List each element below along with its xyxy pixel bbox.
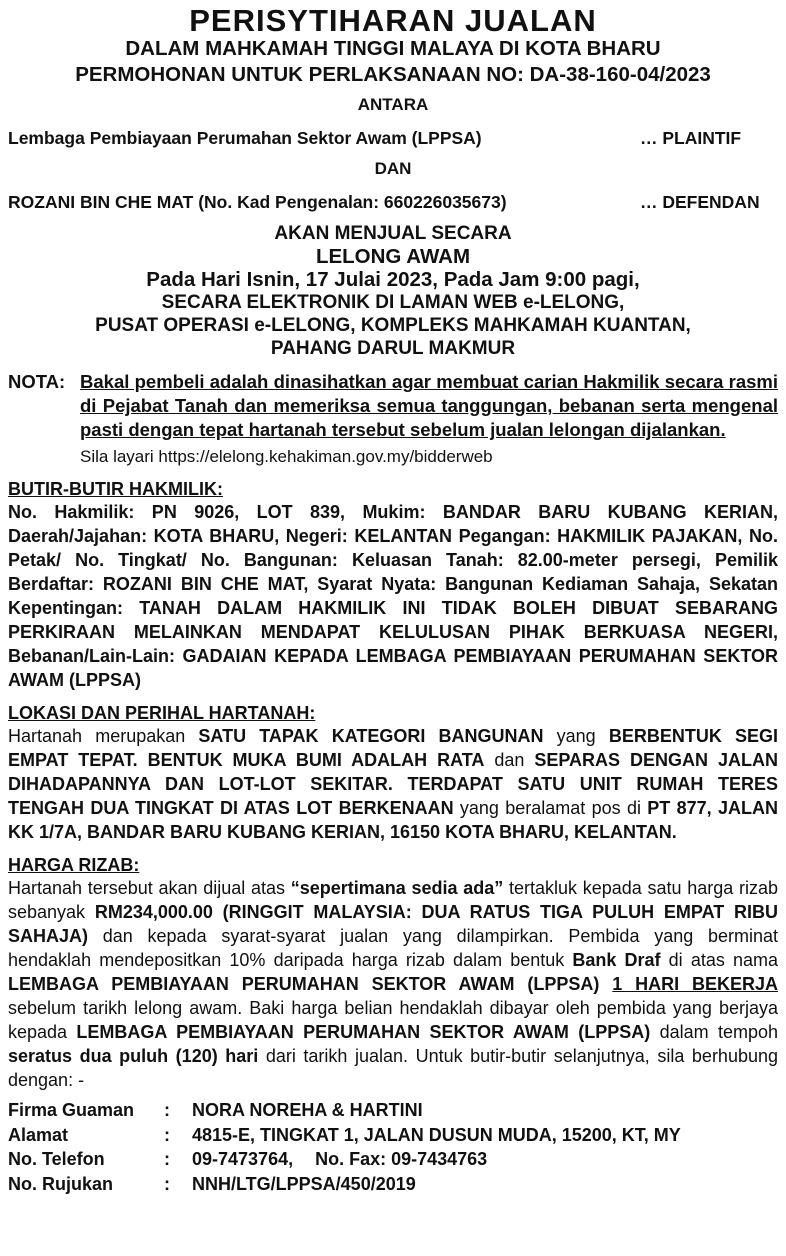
contact-label: Firma Guaman xyxy=(8,1100,135,1120)
auction-date: Pada Hari Isnin, 17 Julai 2023, Pada Jam 9:00 pagi, xyxy=(146,268,640,291)
harga-b1: “sepertimana sedia ada” xyxy=(290,878,504,898)
harga-text xyxy=(8,876,778,1092)
bidder-url: Sila layari https://elelong.kehakiman.gov.my/bidderweb xyxy=(80,447,493,466)
butir-heading: BUTIR-BUTIR HAKMILIK: xyxy=(8,479,223,499)
nota-block xyxy=(8,370,778,442)
application-number: PERMOHONAN UNTUK PERLAKSANAAN NO: DA-38-160-04/2023 xyxy=(75,63,711,86)
harga-t5 xyxy=(599,974,612,994)
harga-t7: dalam tempoh xyxy=(650,1022,778,1042)
lokasi-b1: SATU TAPAK KATEGORI BANGUNAN xyxy=(198,726,544,746)
lokasi-t3: dan xyxy=(484,750,535,770)
harga-t1: Hartanah tersebut akan dijual atas xyxy=(8,878,291,898)
harga-t8: dari tarikh jualan. Untuk butir-butir selanjutnya, sila berhubung dengan: - xyxy=(8,1046,778,1090)
butir-text: No. Hakmilik: PN 9026, LOT 839, Mukim: BANDAR BARU KUBANG KERIAN, Daerah/Jajahan: KOTA BHARU, Negeri: KELANTAN Pegangan: HAKMILIK PAJAKAN, No. Petak/ No. Tingkat/ No. Bangunan: Keluasan Tanah: 82.00-meter persegi, Pemilik Berdaftar: ROZANI BIN CHE MAT, Syarat Nyata: Bangunan Kediaman Sahaja, Sekatan Kepentingan: TANAH DALAM HAKMILIK INI TIDAK BOLEH DIBUAT SEBARANG PERKIRAAN MELAINKAN MENDAPAT KELULUSAN PIHAK BERKUASA NEGERI, Bebanan/Lain-Lain: GADAIAN KEPADA LEMBAGA PEMBIAYAAN PERUMAHAN SEKTOR AWAM (LPPSA) xyxy=(8,502,778,690)
dan-label: DAN xyxy=(374,159,412,178)
auction-line-4: SECARA ELEKTRONIK DI LAMAN WEB e-LELONG, xyxy=(161,292,625,313)
harga-t6: sebelum tarikh lelong awam. Baki harga belian hendaklah dibayar oleh pembida yang berjaya kepada xyxy=(8,998,778,1042)
contact-row xyxy=(8,1172,778,1197)
harga-u5: 1 HARI BEKERJA xyxy=(612,974,778,994)
auction-line-6: PAHANG DARUL MAKMUR xyxy=(270,338,516,359)
lokasi-heading: LOKASI DAN PERIHAL HARTANAH: xyxy=(8,703,316,723)
harga-heading: HARGA RIZAB: xyxy=(8,855,140,875)
contact-row xyxy=(8,1123,778,1148)
harga-b4: LEMBAGA PEMBIAYAAN PERUMAHAN SEKTOR AWAM (LPPSA) xyxy=(8,974,600,994)
defendant-name: ROZANI BIN CHE MAT (No. Kad Pengenalan: 660226035673) xyxy=(8,192,507,212)
contact-value: NNH/LTG/LPPSA/450/2019 xyxy=(192,1173,416,1194)
harga-b7: seratus dua puluh (120) hari xyxy=(8,1046,259,1066)
lokasi-b3: SEPARAS DENGAN JALAN DIHADAPANNYA DAN LOT-LOT SEKITAR. TERDAPAT SATU UNIT RUMAH TERES TENGAH DUA TINGKAT DI ATAS LOT BERKENAAN xyxy=(8,750,778,818)
plaintiff-row xyxy=(8,126,778,150)
antara-label: ANTARA xyxy=(357,95,429,114)
contact-list xyxy=(8,1098,778,1196)
contact-value: NORA NOREHA & HARTINI xyxy=(192,1100,423,1120)
plaintiff-name: Lembaga Pembiayaan Perumahan Sektor Awam (LPPSA) xyxy=(8,128,482,148)
lokasi-b4: PT 877, JALAN KK 1/7A, BANDAR BARU KUBANG KERIAN, 16150 KOTA BHARU, KELANTAN. xyxy=(8,798,778,842)
harga-t3: dan kepada syarat-syarat jualan yang dilampirkan. Pembida yang berminat hendaklah mendepositkan 10% daripada harga rizab dalam bentuk xyxy=(8,926,778,970)
contact-value xyxy=(192,1147,487,1172)
lokasi-text xyxy=(8,724,778,844)
harga-b2: RM234,000.00 (RINGGIT MALAYSIA: DUA RATUS TIGA PULUH EMPAT RIBU SAHAJA) xyxy=(8,902,778,946)
nota-label: NOTA: xyxy=(8,371,66,392)
harga-b3: Bank Draf xyxy=(572,950,661,970)
defendant-row xyxy=(8,190,778,214)
contact-label: No. Telefon xyxy=(8,1149,105,1169)
fax-value: No. Fax: 09-7434763 xyxy=(315,1149,488,1169)
notice-title: PERISYTIHARAN JUALAN xyxy=(189,3,597,38)
contact-value: 4815-E, TINGKAT 1, JALAN DUSUN MUDA, 15200, KT, MY xyxy=(192,1124,681,1145)
contact-label: Alamat xyxy=(8,1124,69,1145)
nota-text: Bakal pembeli adalah dinasihatkan agar membuat carian Hakmilik secara rasmi di Pejabat Tanah dan memeriksa semua tanggungan, bebanan serta mengenal pasti dengan tepat hartanah tersebut sebelum jualan lelongan dijalankan. xyxy=(80,371,778,440)
phone-value: 09-7473764, xyxy=(192,1149,294,1169)
lokasi-b2: BERBENTUK SEGI EMPAT TEPAT. BENTUK MUKA BUMI ADALAH RATA xyxy=(8,726,778,770)
contact-sep: : xyxy=(164,1100,170,1120)
harga-t4: di atas nama xyxy=(660,950,778,970)
defendant-role: … DEFENDAN xyxy=(640,192,760,212)
lokasi-t1: Hartanah merupakan xyxy=(8,726,199,746)
lokasi-t2: yang xyxy=(543,726,609,746)
contact-sep: : xyxy=(164,1173,170,1194)
harga-t2: tertakluk kepada satu harga rizab sebanyak xyxy=(8,878,778,922)
contact-row xyxy=(8,1098,778,1123)
plaintiff-role: … PLAINTIF xyxy=(640,128,742,148)
contact-sep: : xyxy=(164,1124,170,1145)
auction-line-1: AKAN MENJUAL SECARA xyxy=(274,223,512,244)
lokasi-t4: yang beralamat pos di xyxy=(453,798,648,818)
auction-line-5: PUSAT OPERASI e-LELONG, KOMPLEKS MAHKAMAH KUANTAN, xyxy=(95,315,691,336)
contact-sep: : xyxy=(164,1149,170,1169)
contact-row xyxy=(8,1147,778,1172)
harga-b6: LEMBAGA PEMBIAYAAN PERUMAHAN SEKTOR AWAM (LPPSA) xyxy=(76,1022,651,1042)
auction-line-2: LELONG AWAM xyxy=(315,245,471,268)
auction-details xyxy=(8,222,778,360)
contact-label: No. Rujukan xyxy=(8,1173,114,1194)
court-name: DALAM MAHKAMAH TINGGI MALAYA DI KOTA BHARU xyxy=(125,37,661,60)
